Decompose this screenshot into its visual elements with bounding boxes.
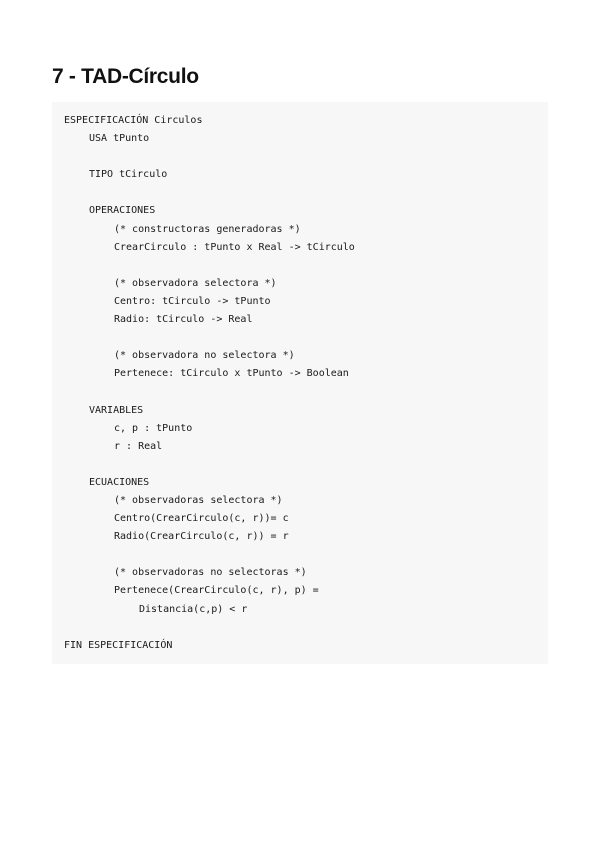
- code-line: (* observadora selectora *): [114, 277, 277, 289]
- page-title: 7 - TAD-Círculo: [52, 65, 199, 88]
- code-line: r : Real: [114, 440, 163, 452]
- code-line: FIN ESPECIFICACIÓN: [64, 639, 173, 651]
- code-line: VARIABLES: [89, 404, 144, 416]
- code-line: CrearCirculo : tPunto x Real -> tCirculo: [114, 241, 355, 253]
- code-line: [64, 383, 548, 401]
- code-line: [64, 257, 548, 275]
- code-line: Pertenece(CrearCirculo(c, r), p) =: [114, 585, 319, 597]
- code-line: Centro: tCirculo -> tPunto: [114, 295, 271, 307]
- code-line: (* observadoras selectora *): [114, 494, 283, 506]
- code-line: ESPECIFICACIÓN Circulos: [64, 115, 203, 126]
- code-line: Centro(CrearCirculo(c, r))= c: [114, 513, 289, 525]
- code-line: USA tPunto: [89, 133, 150, 145]
- code-line: OPERACIONES: [89, 205, 156, 217]
- code-line: Radio: tCirculo -> Real: [114, 314, 253, 326]
- code-line: (* constructoras generadoras *): [114, 223, 301, 235]
- code-line: [64, 456, 548, 474]
- code-line: [64, 184, 548, 202]
- code-line: (* observadoras no selectoras *): [114, 567, 307, 579]
- code-line: [64, 329, 548, 347]
- code-line: [64, 546, 548, 564]
- code-line: [64, 619, 548, 637]
- code-line: ECUACIONES: [89, 476, 150, 488]
- code-line: (* observadora no selectora *): [114, 350, 295, 362]
- code-line: Pertenece: tCirculo x tPunto -> Boolean: [114, 368, 349, 380]
- code-lines: [64, 112, 548, 655]
- code-line: Radio(CrearCirculo(c, r)) = r: [114, 531, 289, 543]
- code-line: Distancia(c,p) < r: [139, 603, 248, 615]
- code-line: [64, 148, 548, 166]
- code-line: TIPO tCirculo: [89, 169, 168, 181]
- code-block: [52, 102, 548, 664]
- code-line: c, p : tPunto: [114, 422, 193, 434]
